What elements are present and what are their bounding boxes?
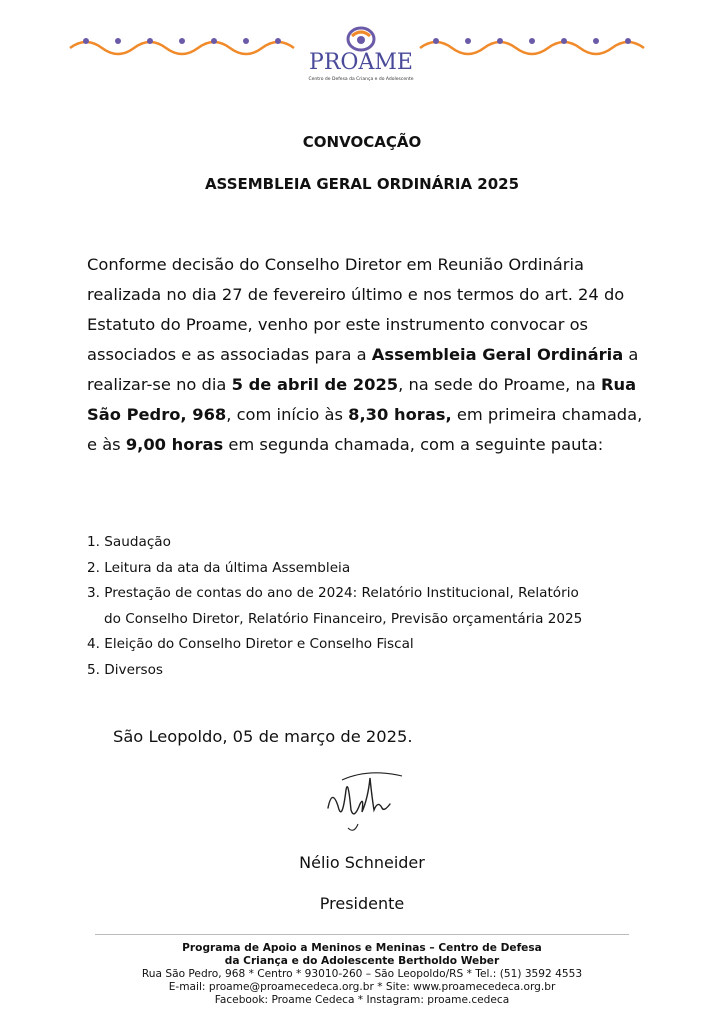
agenda-item	[87, 556, 647, 582]
agenda-item-text: 2. Leitura da ata da última Assembleia	[87, 559, 351, 576]
agenda-item-text: 5. Diversos	[87, 661, 164, 678]
footer-address: Rua São Pedro, 968 * Centro * 93010-260 – São Leopoldo/RS * Tel.: (51) 3592 4553	[141, 968, 583, 980]
decorative-wave-right	[418, 36, 654, 60]
agenda-item-text: 1. Saudação	[87, 534, 171, 550]
agenda-item-text: 4. Eleição do Conselho Diretor e Conselho Fiscal	[87, 636, 414, 653]
body-bold-address: Rua São Pedro, 968	[87, 375, 637, 424]
agenda-item-text: 3. Prestação de contas do ano de 2024: Relatório Institucional, Relatório	[87, 585, 579, 602]
decorative-wave-left	[68, 36, 304, 60]
agenda-item	[87, 632, 647, 658]
body-text-3: , na sede do Proame, na	[398, 375, 601, 394]
proame-logo	[306, 22, 416, 92]
agenda-item	[87, 658, 647, 684]
logo-mark-icon	[342, 26, 380, 52]
footer-org-line-2: da Criança e do Adolescente Bertholdo Weber	[224, 955, 500, 967]
signer-name: Nélio Schneider	[299, 853, 425, 872]
footer-contact: E-mail: proame@proamecedeca.org.br * Site: www.proamecedeca.org.br	[168, 981, 556, 993]
logo-subtitle: Centro de Defesa da Criança e do Adolescente	[308, 77, 414, 82]
convocation-paragraph	[87, 250, 647, 460]
body-text-5: em primeira chamada, e às	[87, 405, 643, 454]
footer	[0, 942, 724, 1007]
footer-divider	[95, 934, 629, 935]
letterhead	[0, 22, 724, 92]
body-bold-first-call: 8,30 horas,	[348, 405, 452, 424]
signer-role: Presidente	[319, 894, 405, 913]
body-text-1: Conforme decisão do Conselho Diretor em Reunião Ordinária realizada no dia 27 de fevereiro último e nos termos do art. 24 do Estatuto do Proame, venho por este instrumento convocar os associados e as associadas para a	[87, 255, 625, 364]
agenda-list	[87, 530, 647, 684]
document-title: CONVOCAÇÃO	[302, 133, 422, 151]
place-and-date: São Leopoldo, 05 de março de 2025.	[113, 727, 413, 746]
body-bold-assembly: Assembleia Geral Ordinária	[371, 345, 624, 364]
body-bold-second-call: 9,00 horas	[125, 435, 224, 454]
footer-org-line-1: Programa de Apoio a Meninos e Meninas – Centro de Defesa	[182, 942, 542, 954]
agenda-item	[87, 581, 647, 632]
body-bold-date: 5 de abril de 2025	[231, 375, 399, 394]
logo-name: PROAME	[309, 50, 413, 75]
document-subtitle: ASSEMBLEIA GERAL ORDINÁRIA 2025	[204, 175, 520, 193]
body-text-2: a realizar-se no dia	[87, 345, 639, 394]
footer-social: Facebook: Proame Cedeca * Instagram: proame.cedeca	[214, 994, 510, 1006]
agenda-item	[87, 530, 647, 556]
handwritten-signature	[318, 768, 408, 838]
agenda-item-continuation: do Conselho Diretor, Relatório Financeiro, Previsão orçamentária 2025	[104, 610, 583, 627]
body-text-6: em segunda chamada, com a seguinte pauta:	[223, 435, 604, 454]
body-text-4: , com início às	[226, 405, 349, 424]
